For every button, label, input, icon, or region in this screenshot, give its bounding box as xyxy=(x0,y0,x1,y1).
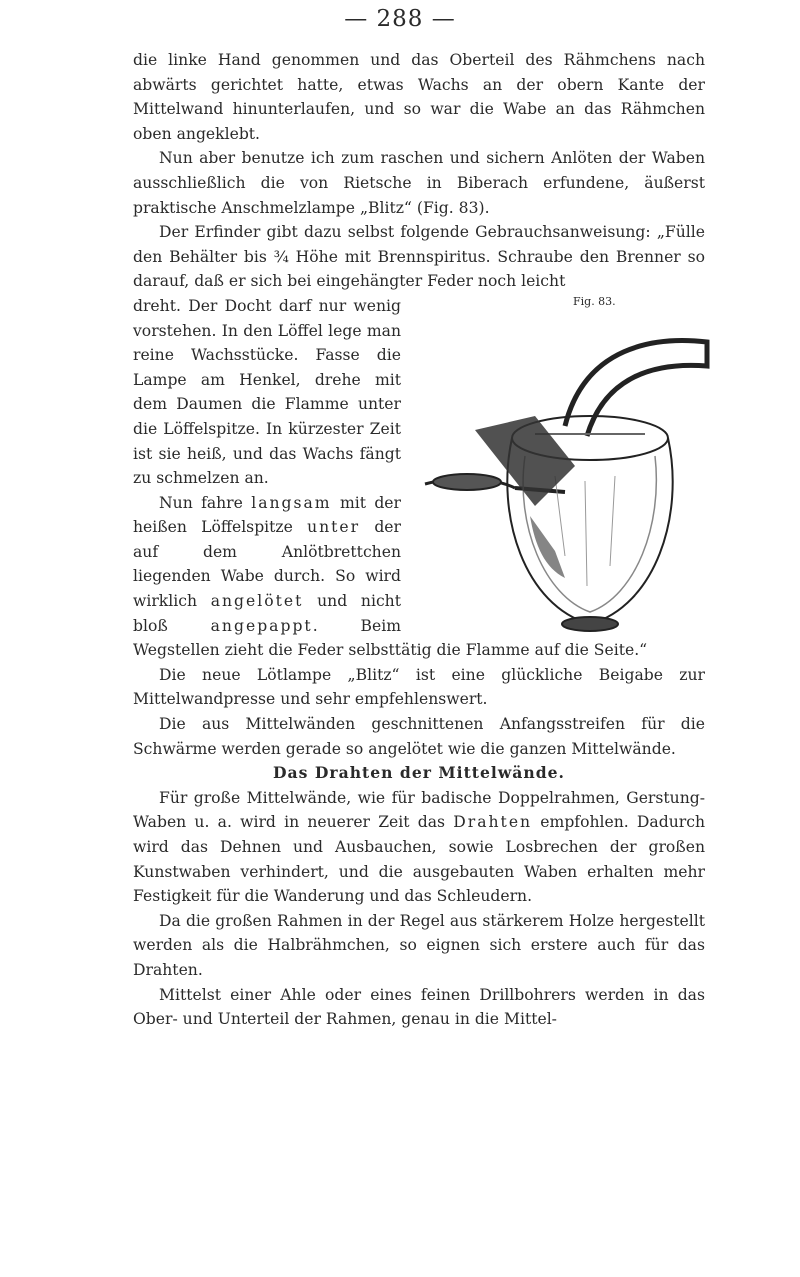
text-run: . Beim Wegstellen zieht die Feder selbsttätig die Flamme auf die Seite.“ xyxy=(133,616,648,660)
paragraph: Mittelst einer Ahle oder eines feinen Drillbohrers werden in das Ober- und Unterteil der Rahmen, genau in die Mittel- xyxy=(133,985,705,1029)
figure-label: Fig. 83. xyxy=(573,294,616,308)
emphasis: unter xyxy=(307,518,361,537)
paragraph: Die neue Lötlampe „Blitz“ ist eine glückliche Beigabe zur Mittelwandpresse und sehr empfehlenswert. xyxy=(133,665,705,709)
text-run: der auf dem Anlötbrettchen liegenden Wabe durch. So wird wirklich xyxy=(133,518,401,611)
soldering-lamp-icon xyxy=(415,306,715,634)
paragraph xyxy=(133,786,705,909)
paragraph: Nun aber benutze ich zum raschen und sichern Anlöten der Waben ausschließlich die von Rietsche in Biberach erfundene, äußerst praktische Anschmelzlampe „Blitz“ (Fig. 83). xyxy=(133,149,705,217)
section-heading: Das Drahten der Mittelwände. xyxy=(273,763,565,783)
page-number: — 288 — xyxy=(344,6,456,32)
paragraph: dreht. Der Docht darf nur wenig vorstehen. In den Löffel lege man reine Wachsstücke. Fasse die Lampe am Henkel, drehe mit dem Daumen die Flamme unter die Löffelspitze. In kürzester Zeit ist sie heiß, und das Wachs fängt zu schmelzen an. xyxy=(133,296,401,488)
text-run: empfohlen. Dadurch wird das Dehnen und Ausbauchen, sowie Losbrechen der großen Kunstwaben verhindert, und die ausgebauten Waben erhalten mehr Festigkeit für die Wanderung und das Schleudern. xyxy=(133,813,705,906)
page-body xyxy=(133,48,705,1032)
emphasis: angelötet xyxy=(210,592,304,611)
figure-83 xyxy=(415,294,715,634)
text-run: Nun fahre xyxy=(159,493,252,512)
paragraph: Der Erfinder gibt dazu selbst folgende Gebrauchsanweisung: „Fülle den Behälter bis ¾ Höhe mit Brennspiritus. Schraube den Brenner so darauf, daß er sich bei eingehängter Feder noch leicht xyxy=(133,223,705,291)
emphasis: langsam xyxy=(251,493,332,512)
paragraph: die linke Hand genommen und das Oberteil des Rähmchens nach abwärts gerichtet hatte, etwas Wachs an der obern Kante der Mittelwand hinunterlaufen, und so war die Wabe an das Rähmchen oben angeklebt. xyxy=(133,51,705,143)
paragraph: Da die großen Rahmen in der Regel aus stärkerem Holze hergestellt werden als die Halbrähmchen, so eignen sich erstere auch für das Drahten. xyxy=(133,911,705,979)
text-run: mit der heißen Löffelspitze xyxy=(133,493,401,537)
text-run: und nicht bloß xyxy=(133,592,401,635)
emphasis: angepappt xyxy=(210,616,313,635)
text-run: Für große Mittelwände, wie für badische Doppelrahmen, Gerstung-Waben u. a. wird in neuerer Zeit das xyxy=(133,788,705,832)
paragraph: Die aus Mittelwänden geschnittenen Anfangsstreifen für die Schwärme werden gerade so angelötet wie die ganzen Mittelwände. xyxy=(133,715,705,758)
emphasis: Drahten xyxy=(453,813,533,832)
